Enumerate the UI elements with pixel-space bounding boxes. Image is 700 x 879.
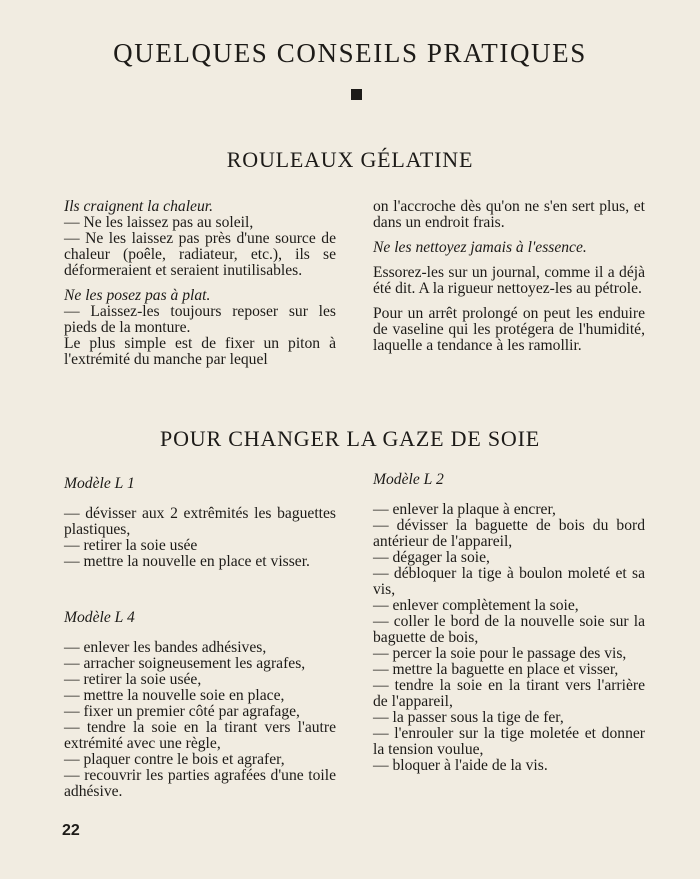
list-item: — enlever complètement la soie, <box>373 597 579 614</box>
list-item: — dévisser aux 2 extrêmités les baguettes plastiques, <box>64 505 336 538</box>
list-item: — la passer sous la tige de fer, <box>373 709 564 726</box>
paragraph: on l'accroche dès qu'on ne s'en sert plus, et dans un endroit frais. <box>373 198 645 231</box>
model-label: Modèle L 4 <box>64 609 135 626</box>
paragraph: Ils craignent la chaleur. <box>64 198 213 215</box>
list-item: — arracher soigneusement les agrafes, <box>64 655 306 672</box>
list-item: — retirer la soie usée <box>64 537 198 554</box>
list-item: — coller le bord de la nouvelle soie sur la baguette de bois, <box>373 613 645 646</box>
section-heading-gaze: POUR CHANGER LA GAZE DE SOIE <box>160 426 540 451</box>
paragraph: — Ne les laissez pas près d'une source de chaleur (poêle, radiateur, etc.), ils se déformeraient et seraient inutilisables. <box>64 230 336 279</box>
title-ornament-square <box>351 89 362 100</box>
list-item: — tendre la soie en la tirant vers l'arrière de l'appareil, <box>373 677 645 710</box>
list-item: — percer la soie pour le passage des vis, <box>373 645 627 662</box>
list-item: — débloquer la tige à boulon moleté et sa vis, <box>373 565 645 598</box>
paragraph: Essorez-les sur un journal, comme il a déjà été dit. A la rigueur nettoyez-les au pétrole. <box>373 264 645 297</box>
paragraph: Ne les nettoyez jamais à l'essence. <box>373 239 587 256</box>
paragraph: Ne les posez pas à plat. <box>64 287 211 304</box>
section1-right-column <box>373 199 645 354</box>
list-item: — plaquer contre le bois et agrafer, <box>64 751 285 768</box>
list-item: — dégager la soie, <box>373 549 490 566</box>
list-item: — mettre la nouvelle en place et visser. <box>64 553 310 570</box>
model-label: Modèle L 1 <box>64 475 135 492</box>
list-item: — fixer un premier côté par agrafage, <box>64 703 300 720</box>
page-number: 22 <box>62 822 80 839</box>
paragraph: Le plus simple est de fixer un piton à l'extrémité du manche par lequel <box>64 335 336 368</box>
list-item: — retirer la soie usée, <box>64 671 202 688</box>
list-item: — bloquer à l'aide de la vis. <box>373 757 548 774</box>
paragraph: — Ne les laissez pas au soleil, <box>64 214 254 231</box>
page-title: QUELQUES CONSEILS PRATIQUES <box>113 38 587 68</box>
list-item: — recouvrir les parties agrafées d'une toile adhésive. <box>64 767 336 800</box>
list-item: — l'enrouler sur la tige moletée et donner la tension voulue, <box>373 725 645 758</box>
list-item: — mettre la nouvelle soie en place, <box>64 687 285 704</box>
list-item: — tendre la soie en la tirant vers l'autre extrémité avec une règle, <box>64 719 336 752</box>
list-item: — dévisser la baguette de bois du bord antérieur de l'appareil, <box>373 517 645 550</box>
list-item: — enlever les bandes adhésives, <box>64 639 267 656</box>
paragraph: — Laissez-les toujours reposer sur les pieds de la monture. <box>64 303 336 336</box>
section2-right-column <box>373 472 645 774</box>
section1-left-column <box>64 199 336 368</box>
list-item: — mettre la baguette en place et visser, <box>373 661 619 678</box>
section2-left-column <box>64 476 336 800</box>
section-heading-rouleaux: ROULEAUX GÉLATINE <box>226 147 474 172</box>
list-item: — enlever la plaque à encrer, <box>373 501 556 518</box>
paragraph: Pour un arrêt prolongé on peut les enduire de vaseline qui les protégera de l'humidité, laquelle a tendance à les ramollir. <box>373 305 645 354</box>
model-label: Modèle L 2 <box>373 471 444 488</box>
